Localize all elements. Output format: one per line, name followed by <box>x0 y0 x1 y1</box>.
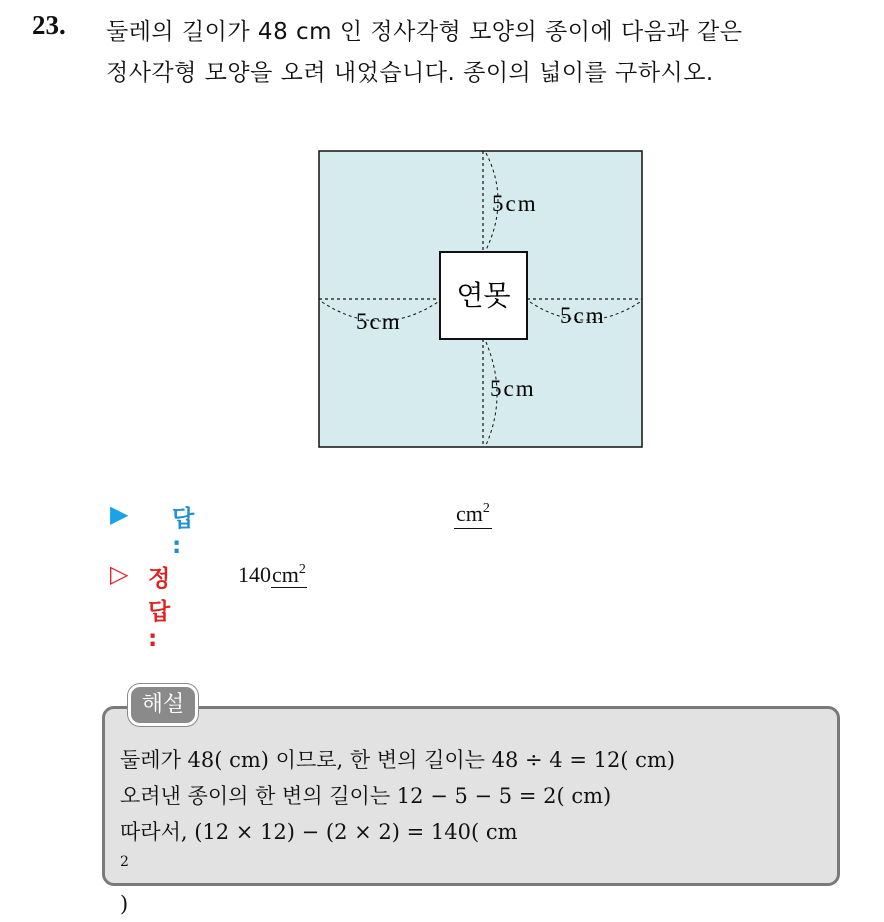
explanation-line-3-exponent: 2 <box>120 854 129 870</box>
top-dimension-label: 5cm <box>492 191 538 216</box>
bottom-dimension-label: 5cm <box>490 376 536 401</box>
filled-triangle-icon: ▶ <box>110 500 129 528</box>
right-dimension-label: 5cm <box>560 303 606 328</box>
correct-answer-value-group <box>238 562 307 588</box>
explanation-text <box>120 742 675 922</box>
left-dimension-label: 5cm <box>356 309 402 334</box>
correct-answer-value: 140 <box>238 562 271 587</box>
question-number: 23. <box>32 10 66 40</box>
correct-answer-label: 정답 : <box>148 566 171 652</box>
answer-label: 답 : <box>172 506 195 559</box>
explanation-line-3-main: 따라서, (12 × 12) − (2 × 2) = 140( cm <box>120 820 518 844</box>
correct-answer-row <box>110 560 306 652</box>
pond-label: 연못 <box>456 279 511 312</box>
correct-answer-unit: cm <box>272 562 299 587</box>
question-line-1: 둘레의 길이가 48 cm 인 정사각형 모양의 종이에 다음과 같은 <box>106 19 743 45</box>
explanation-line-3-end: ) <box>120 892 129 916</box>
answer-blank[interactable] <box>454 500 492 529</box>
question-line-2: 정사각형 모양을 오려 내었습니다. 종이의 넓이를 구하시오. <box>106 60 714 86</box>
answer-row <box>110 500 490 559</box>
explanation-line-2: 오려낸 종이의 한 변의 길이는 12 − 5 − 5 = 2( cm) <box>120 784 612 808</box>
explanation-line-1: 둘레가 48( cm) 이므로, 한 변의 길이는 48 ÷ 4 = 12( cm) <box>120 748 676 772</box>
explanation-line-3 <box>120 814 675 922</box>
outline-triangle-icon: ▷ <box>110 560 129 588</box>
correct-answer-unit-exponent: 2 <box>298 562 306 577</box>
answer-unit: cm <box>456 501 483 526</box>
answer-unit-exponent: 2 <box>482 501 490 516</box>
explanation-tag: 해설 <box>128 684 198 726</box>
correct-answer-unit-group <box>271 562 307 588</box>
